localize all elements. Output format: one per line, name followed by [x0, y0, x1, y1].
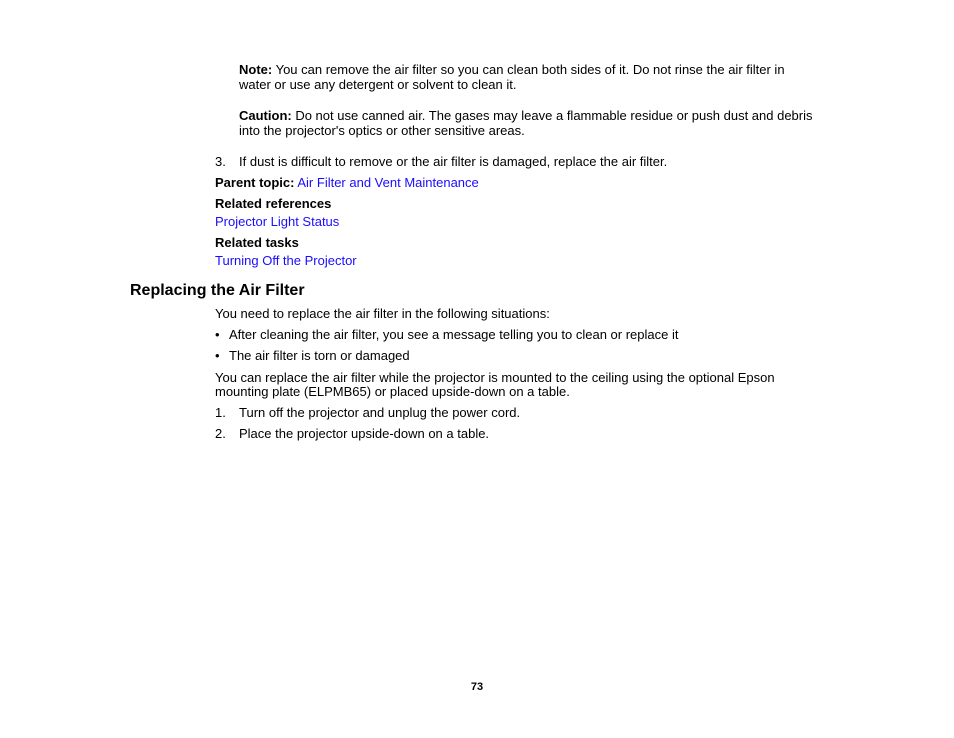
- related-references-item: [215, 214, 339, 229]
- caution-text-1: Do not use canned air. The gases may leave a flammable residue or push dust and debris: [291, 108, 813, 123]
- parent-topic-label: Parent topic:: [215, 175, 295, 190]
- bullet-text: The air filter is torn or damaged: [229, 348, 410, 363]
- note-text-1: You can remove the air filter so you can clean both sides of it. Do not rinse the air filter in: [272, 62, 785, 77]
- related-tasks-item: [215, 253, 357, 268]
- caution-line-1: [239, 108, 813, 123]
- paragraph-line-2: mounting plate (ELPMB65) or placed upside-down on a table.: [215, 384, 570, 399]
- note-line-1: [239, 62, 785, 77]
- step-1: [215, 405, 520, 420]
- section-intro: You need to replace the air filter in the following situations:: [215, 306, 550, 321]
- bullet-text: After cleaning the air filter, you see a message telling you to clean or replace it: [229, 327, 679, 342]
- bullet-symbol: •: [215, 348, 220, 363]
- list-item: [215, 327, 678, 342]
- page-number: 73: [470, 681, 484, 693]
- bullet-symbol: •: [215, 327, 220, 342]
- section-title: Replacing the Air Filter: [130, 282, 305, 299]
- step-2-number: 2.: [215, 426, 226, 441]
- note-line-2: water or use any detergent or solvent to clean it.: [239, 77, 517, 92]
- step-3-number: 3.: [215, 154, 226, 169]
- step-1-text: Turn off the projector and unplug the power cord.: [239, 405, 521, 420]
- related-reference-link[interactable]: Projector Light Status: [215, 214, 340, 229]
- note-label: Note:: [239, 62, 273, 77]
- step-3: [215, 154, 667, 169]
- step-2: [215, 426, 489, 441]
- caution-line-2: into the projector's optics or other sensitive areas.: [239, 123, 525, 138]
- step-1-number: 1.: [215, 405, 226, 420]
- caution-label: Caution:: [239, 108, 292, 123]
- step-3-text: If dust is difficult to remove or the air filter is damaged, replace the air filter.: [239, 154, 668, 169]
- parent-topic: [215, 175, 479, 190]
- parent-topic-link[interactable]: Air Filter and Vent Maintenance: [297, 175, 479, 190]
- paragraph-line-1: You can replace the air filter while the projector is mounted to the ceiling using the optional Epson: [215, 370, 775, 385]
- related-tasks-heading: Related tasks: [215, 235, 299, 250]
- list-item: [215, 348, 410, 363]
- step-2-text: Place the projector upside-down on a table.: [239, 426, 490, 441]
- related-task-link[interactable]: Turning Off the Projector: [215, 253, 357, 268]
- related-references-heading: Related references: [215, 196, 332, 211]
